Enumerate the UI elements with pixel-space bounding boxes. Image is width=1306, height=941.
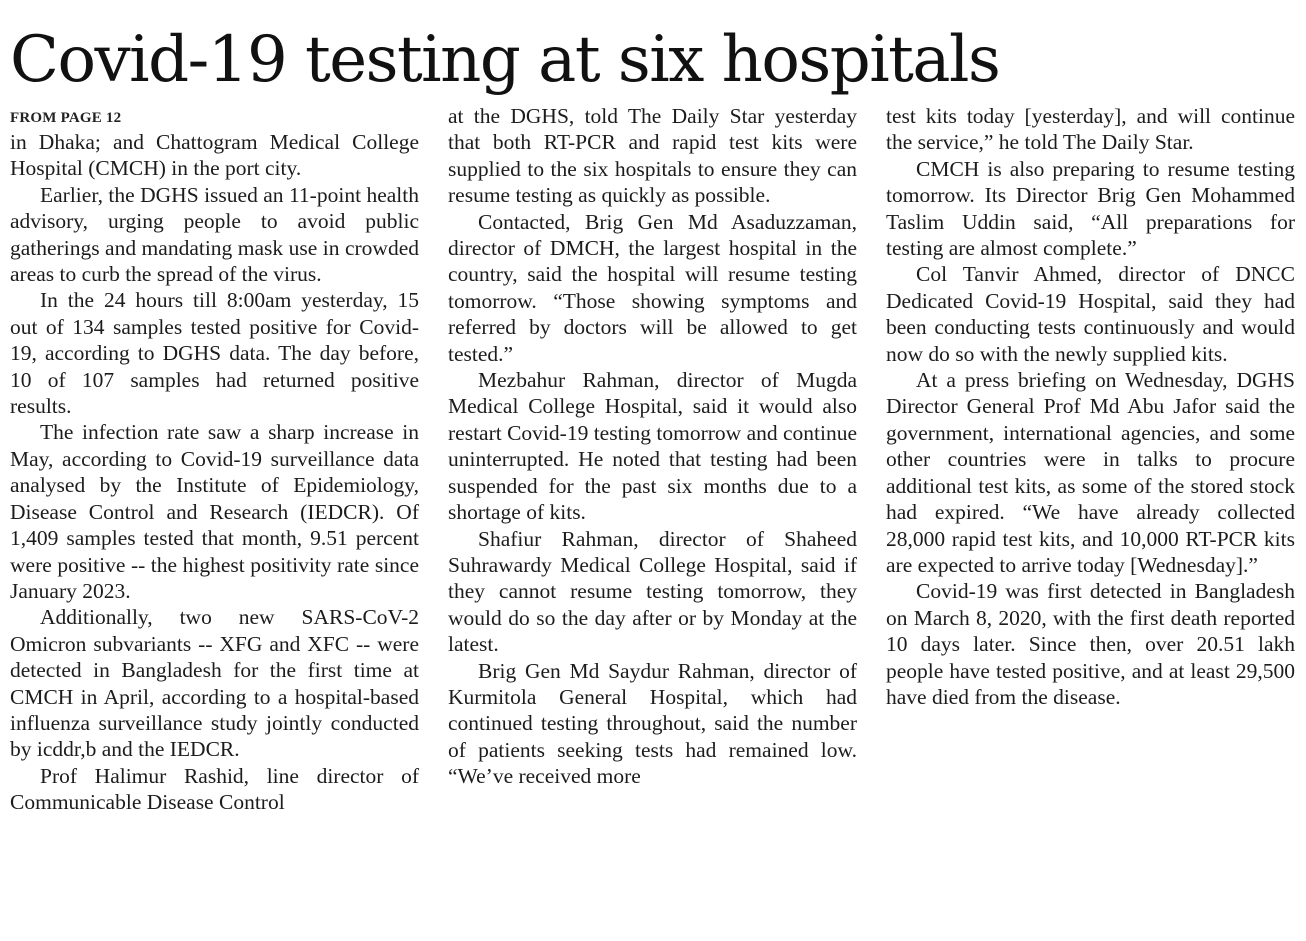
paragraph: At a press briefing on Wednesday, DGHS Director General Prof Md Abu Jafor said the government, international agencies, and some other countries were in talks to procure additional test kits, as some of the stored stock had expired. “We have already collected 28,000 rapid test kits, and 10,000 RT-PCR kits are expected to arrive today [Wednesday].”: [886, 368, 1295, 577]
headline: Covid-19 testing at six hospitals: [10, 23, 1000, 97]
paragraph: at the DGHS, told The Daily Star yesterday that both RT-PCR and rapid test kits were supplied to the six hospitals to ensure they can resume testing as quickly as possible.: [448, 104, 857, 208]
paragraph: test kits today [yesterday], and will continue the service,” he told The Daily Star.: [886, 104, 1295, 155]
article-column-3: [886, 103, 1295, 710]
article-column-2: [448, 103, 857, 790]
article-column-1: [10, 103, 419, 816]
paragraph: Col Tanvir Ahmed, director of DNCC Dedicated Covid-19 Hospital, said they had been conducting tests continuously and would now do so with the newly supplied kits.: [886, 262, 1295, 366]
paragraph: Shafiur Rahman, director of Shaheed Suhrawardy Medical College Hospital, said if they cannot resume testing tomorrow, they would do so the day after or by Monday at the latest.: [448, 526, 857, 657]
paragraph: in Dhaka; and Chattogram Medical College Hospital (CMCH) in the port city.: [10, 130, 419, 181]
paragraph: Covid-19 was first detected in Bangladesh on March 8, 2020, with the first death reported 10 days later. Since then, over 20.51 lakh people have tested positive, and at least 29,500 have died from the disease.: [886, 579, 1295, 709]
paragraph: Prof Halimur Rashid, line director of Communicable Disease Control: [10, 763, 419, 815]
continuation-label: FROM PAGE 12: [10, 110, 122, 126]
paragraph: Brig Gen Md Saydur Rahman, director of Kurmitola General Hospital, which had continued testing throughout, said the number of patients seeking tests had remained low. “We’ve received more: [448, 658, 857, 789]
paragraph: Mezbahur Rahman, director of Mugda Medical College Hospital, said it would also restart Covid-19 testing tomorrow and continue uninterrupted. He noted that testing had been suspended for the past six months due to a shortage of kits.: [448, 368, 858, 525]
paragraph: Contacted, Brig Gen Md Asaduzzaman, director of DMCH, the largest hospital in the country, said the hospital will resume testing tomorrow. “Those showing symptoms and referred by doctors will be allowed to get tested.”: [448, 209, 857, 366]
paragraph: In the 24 hours till 8:00am yesterday, 15 out of 134 samples tested positive for Covid-19, according to DGHS data. The day before, 10 of 107 samples had returned positive results.: [10, 288, 419, 419]
paragraph: CMCH is also preparing to resume testing tomorrow. Its Director Brig Gen Mohammed Taslim Uddin said, “All preparations for testing are almost complete.”: [886, 156, 1295, 261]
paragraph: Additionally, two new SARS-CoV-2 Omicron subvariants -- XFG and XFC -- were detected in Bangladesh for the first time at CMCH in April, according to a hospital-based influenza surveillance study jointly conducted by icddr,b and the IEDCR.: [10, 605, 419, 762]
paragraph: Earlier, the DGHS issued an 11-point health advisory, urging people to avoid public gatherings and mandating mask use in crowded areas to curb the spread of the virus.: [10, 182, 419, 287]
paragraph: The infection rate saw a sharp increase in May, according to Covid-19 surveillance data analysed by the Institute of Epidemiology, Disease Control and Research (IEDCR). Of 1,409 samples tested that month, 9.51 percent were positive -- the highest positivity rate since January 2023.: [10, 420, 419, 603]
